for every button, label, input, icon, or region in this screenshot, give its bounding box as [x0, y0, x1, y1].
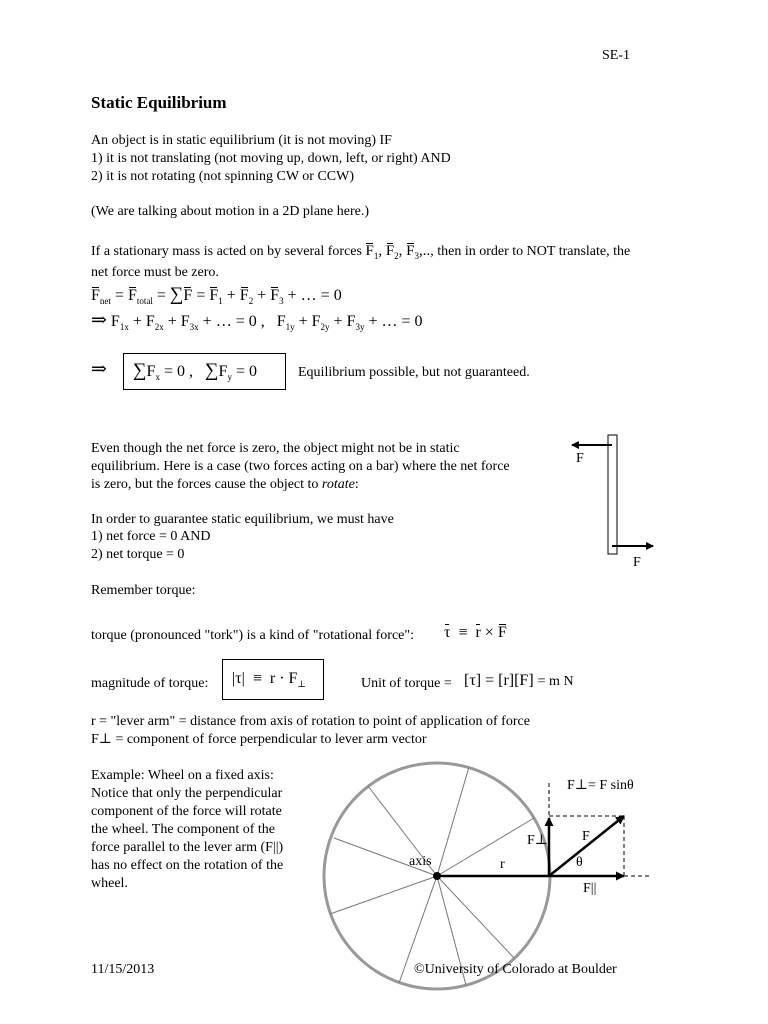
axis-label: axis — [409, 854, 432, 869]
theta-label: θ — [576, 855, 583, 870]
forces-paragraph-line-2: net force must be zero. — [91, 265, 219, 280]
force-label: F — [582, 829, 590, 844]
axis-point — [433, 872, 441, 880]
forces-text-b: , then in order to NOT translate, the — [430, 244, 631, 259]
intro-line-3: 2) it is not rotating (not spinning CW or CCW) — [91, 169, 355, 184]
bar-force-label-bottom: F — [633, 555, 641, 570]
magnitude-equation: $|\tau| \equiv r \cdot F_\perp$ — [232, 670, 306, 690]
intro-line-1: An object is in static equilibrium (it is not moving) IF — [91, 133, 392, 148]
guarantee-line-2: 1) net force = 0 AND — [91, 529, 211, 544]
unit-equation: [τ] = [r][F] = m N — [464, 672, 574, 689]
example-line-4: the wheel. The component of the — [91, 822, 276, 837]
forces-list: $F_1$, $F_2$, $F_3$,.. — [365, 243, 431, 261]
example-line-2: Notice that only the perpendicular — [91, 786, 283, 801]
guarantee-line-3: 2) net torque = 0 — [91, 547, 185, 562]
example-line-7: wheel. — [91, 876, 128, 891]
torque-cross-product: τ ≡ r × F — [444, 624, 507, 641]
implies-arrow: ⇒ — [91, 359, 107, 380]
example-line-3: component of the force will rotate — [91, 804, 282, 819]
remember-torque: Remember torque: — [91, 583, 196, 598]
component-equations: ⇒ $F_{1x} + F_{2x} + F_{3x}$ + … = 0 , $F_{1y} + F_{2y} + F_{3y}$ + … = 0 — [91, 310, 423, 333]
unit-label: Unit of torque = — [361, 676, 452, 691]
rotate-word: rotate — [321, 477, 355, 492]
force-arrow — [549, 816, 624, 876]
bar-force-label-top: F — [576, 451, 584, 466]
lever-arm-definition: r = "lever arm" = distance from axis of rotation to point of application of force — [91, 714, 530, 729]
f-parallel-label: F|| — [583, 881, 597, 896]
f-perp-equation: F⊥= F sinθ — [567, 778, 634, 793]
footer-date: 11/15/2013 — [91, 962, 155, 977]
lever-arm-label: r — [500, 857, 505, 872]
f-perp-definition: F⊥ = component of force perpendicular to lever arm vector — [91, 732, 427, 747]
bar-paragraph-text: is zero, but the forces cause the object to — [91, 477, 322, 492]
equilibrium-note: Equilibrium possible, but not guaranteed. — [298, 365, 530, 380]
example-line-5: force parallel to the lever arm (F||) — [91, 840, 284, 855]
bar-paragraph-end: : — [354, 477, 359, 492]
footer-copyright: ©University of Colorado at Boulder — [414, 962, 617, 977]
component-guides — [549, 783, 650, 876]
page-title: Static Equilibrium — [91, 93, 227, 112]
unit-value: = m N — [537, 674, 574, 689]
sum-equations: $\sum F_x = 0$ , $\sum F_y = 0$ — [133, 360, 257, 383]
guarantee-line-1: In order to guarantee static equilibrium, we must have — [91, 512, 394, 527]
example-line-6: has no effect on the rotation of the — [91, 858, 284, 873]
forces-text-a: If a stationary mass is acted on by several forces — [91, 244, 366, 259]
net-force-equation: $F_{net} = F_{total} = \sum F = F_1 + F_2 + F_3$ + … = 0 — [91, 284, 342, 307]
torque-definition: torque (pronounced "tork") is a kind of "rotational force": — [91, 628, 414, 643]
intro-line-2: 1) it is not translating (not moving up, down, left, or right) AND — [91, 151, 451, 166]
note-2d: (We are talking about motion in a 2D plane here.) — [91, 204, 369, 219]
magnitude-label: magnitude of torque: — [91, 676, 209, 691]
bar-paragraph-line-2: equilibrium. Here is a case (two forces acting on a bar) where the net force — [91, 459, 510, 474]
bar-paragraph-line-1: Even though the net force is zero, the object might not be in static — [91, 441, 460, 456]
example-line-1: Example: Wheel on a fixed axis: — [91, 768, 274, 783]
page-id: SE-1 — [602, 48, 630, 63]
f-perp-label: F⊥ — [527, 833, 548, 848]
